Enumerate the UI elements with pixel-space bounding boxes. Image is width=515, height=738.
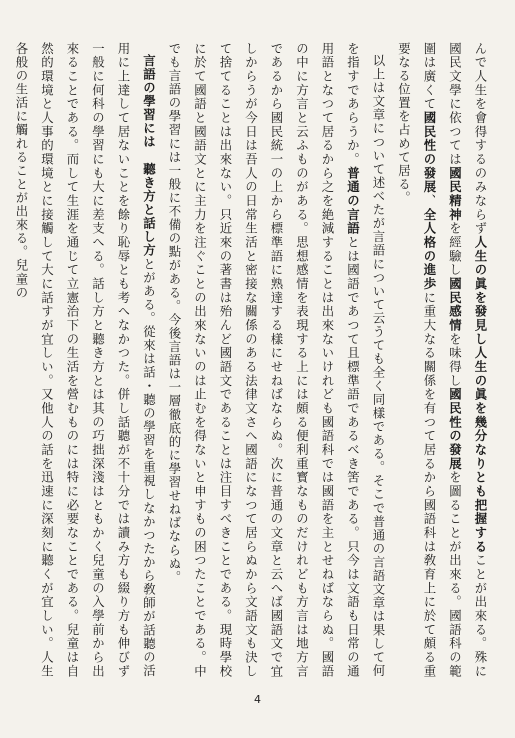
emphasized-text: 國民感情: [447, 277, 463, 333]
paragraph-3: [9, 42, 162, 678]
text-run: [142, 149, 157, 163]
page-number: 4: [254, 693, 261, 706]
text-run: 以上は文章について述べたが言語について云うても全く同樣である。そこで普通の言語文章は果して何を指すであらうか。: [345, 42, 386, 678]
emphasized-text: 聽き方と話し方: [141, 162, 157, 258]
text-run: を圖ることが出來る。國語科の範圍は廣くて: [422, 42, 463, 678]
emphasized-text: 國民性の發展: [422, 111, 437, 195]
vertical-text-block: [14, 42, 493, 679]
text-run: を味得し: [447, 332, 463, 388]
text-run: とがある。從來は話・聽の學習を重視しなかつたから敎師が話聽の活用に上達して居ないことを餘り恥辱とも考へなかつた。併し話聽が不十分では讀み方も綴り方も伸びず一般に何科の學習にも大に差支へる。話し方と聽き方とは其の巧拙深淺はともかく兒童の入學前から出來ることである。而して生涯を通じて立憲治下の生活を營むものには特に必要なことである。兒童は自然的環境と人事的環境とに接觸して大に話すが宜しい。又他人の話を迅速に深刻に聽くが宜しい。人生各般の生活に觸れることが出來る。兒童の: [14, 42, 157, 678]
text-run: んで人生を會得するのみならず: [473, 42, 488, 236]
text-run: とは國語であつて且標準語であるべき筈である。只今は文語も日常の通用語となつて居るから之を絶減することは出來ないけれども國語科では國語を主とせねばならぬ。國語の中に方言と云ふものがある。思想感情を表現する上には頗る便利重寳なものだけれども方言は地方言であるから國民統一の上から標準語に熟達する樣にせねばならぬ。次に普通の文章と云へば國語文で宜しからうが今日は吾人の日常生活と密接な關係のある法律文さへ國語になつて居らぬから文語文も決して捨てることは出來ない。只近來の著書は殆んど國語文であることは注目すべきことである。現時學校に於て國語と國語文とに主力を注ぐことの出來ないのは止むを得ないと申すもの困つたことである。中でも言語の學習には一般に不備の點がある。今後言語は一層徹底的に學習せねばならぬ。: [167, 42, 361, 679]
emphasized-text: 國民精神: [447, 166, 463, 222]
emphasized-text: 言語の學習には: [141, 54, 157, 150]
text-run: を經驗し: [447, 221, 463, 278]
text-run: ことが出來る。殊に國民文學に依つては: [447, 42, 488, 679]
emphasized-text: 國民性の發展: [447, 387, 463, 471]
paragraph-2: [162, 42, 392, 678]
paragraph-1: [391, 42, 493, 678]
text-run: 、: [422, 194, 437, 208]
text-run: に重大なる關係を有つて居るから國語科は敎育上に於て頗る重要なる位置を占めて居る。: [396, 42, 437, 678]
emphasized-text: 普通の言語: [345, 166, 361, 236]
emphasized-text: 人生の眞を發見し人生の眞を幾分なりとも把握する: [473, 235, 488, 554]
emphasized-text: 全人格の進歩: [422, 208, 437, 291]
